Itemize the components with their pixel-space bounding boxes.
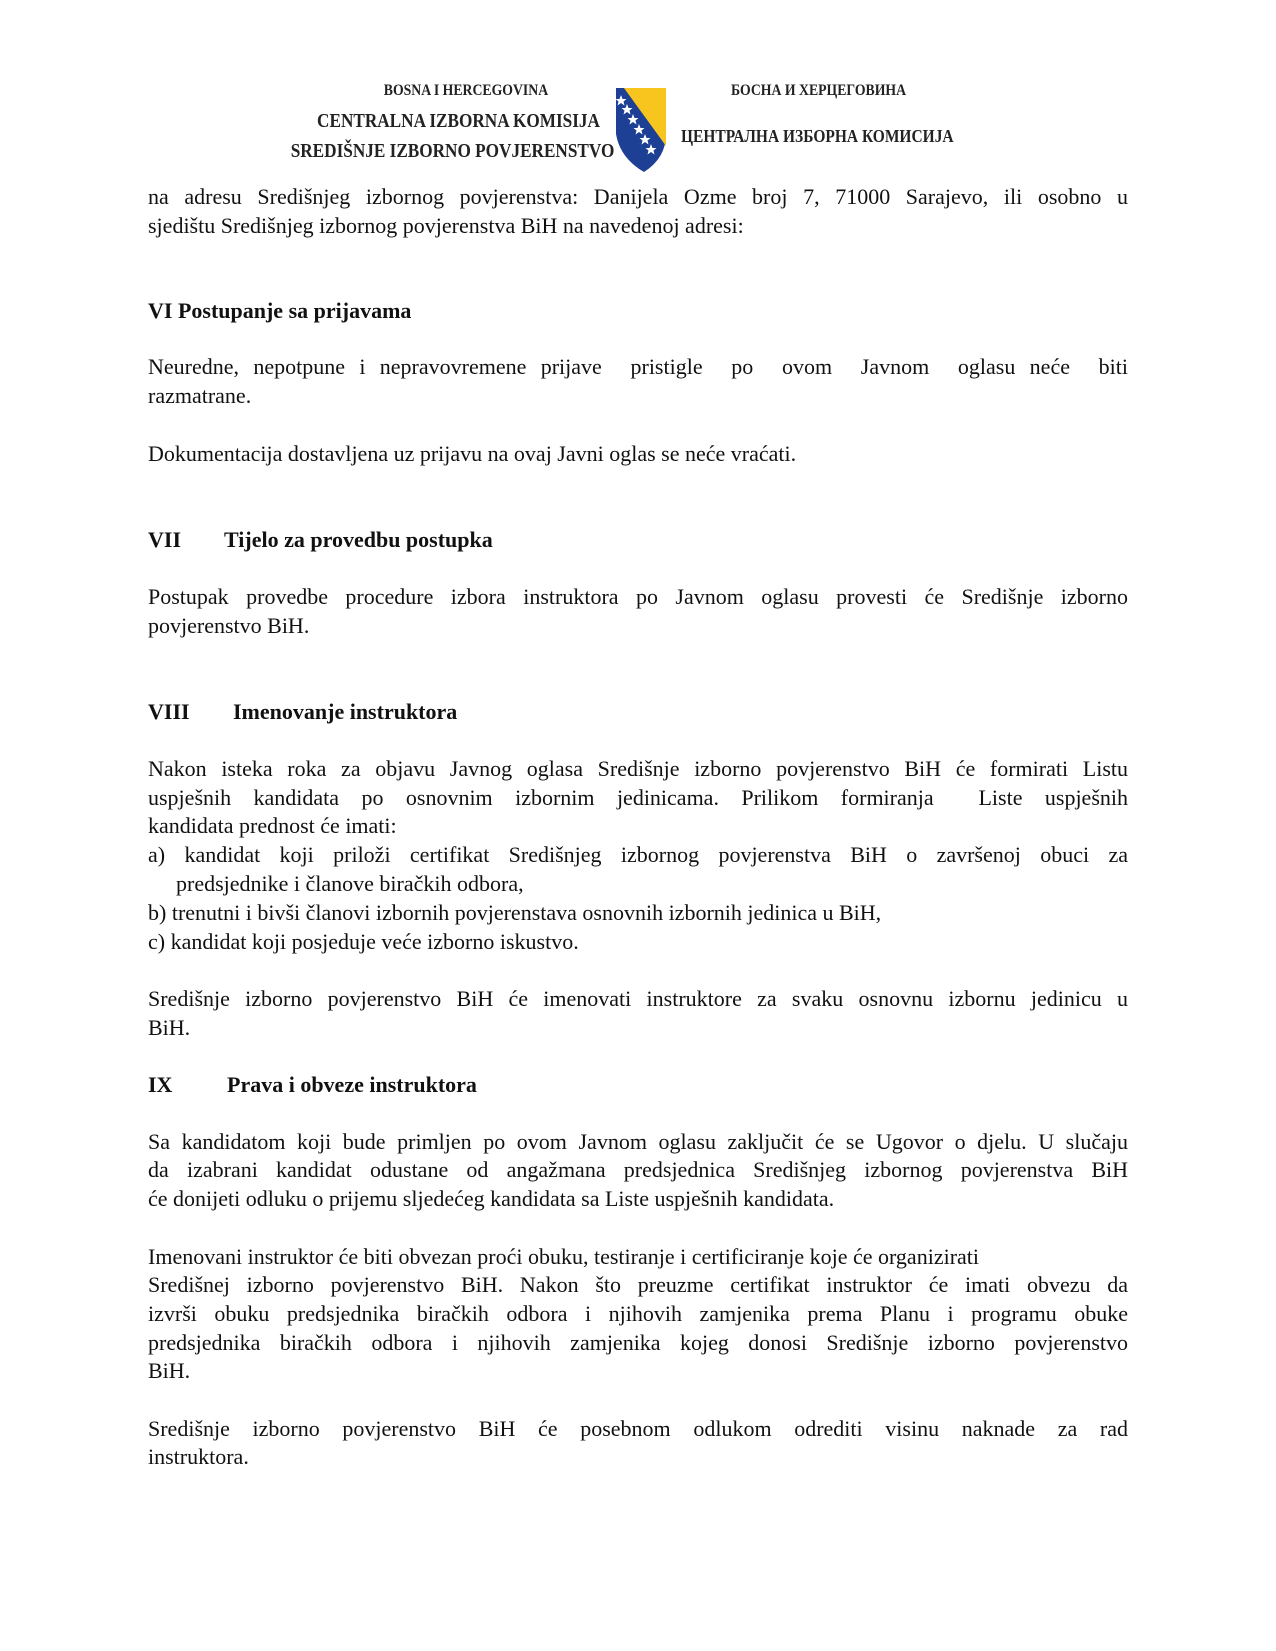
text-line: Nakon isteka roka za objavu Javnog oglasa Središnje izborno povjerenstvo BiH će formirati Listu (148, 756, 1128, 781)
text-line: će donijeti odluku o prijemu sljedećeg kandidata sa Liste uspješnih kandidata. (148, 1186, 835, 1211)
section-number: VI (148, 298, 173, 323)
section-title: Prava i obveze instruktora (227, 1072, 477, 1097)
list-item-continuation: predsjednike i članove biračkih odbora, (176, 871, 524, 896)
text-line: izvrši obuku predsjednika biračkih odbora i njihovih zamjenika prema Planu i programu obuke (148, 1301, 1128, 1326)
text-line: razmatrane. (148, 383, 252, 408)
text-line: Sa kandidatom koji bude primljen po ovom Javnom oglasu zaključit će se Ugovor o djelu. U slučaju (148, 1129, 1128, 1154)
text-line: Središnje izborno povjerenstvo BiH će imenovati instruktore za svaku osnovnu izbornu jedinicu u (148, 986, 1128, 1011)
header-country-cyrillic: БОСНА И ХЕРЦЕГОВИНА (731, 82, 907, 99)
text-line: BiH. (148, 1015, 191, 1040)
header-commission-croatian: SREDIŠNJE IZBORNO POVJERENSTVO (290, 140, 614, 162)
text-line: Imenovani instruktor će biti obvezan proći obuku, testiranje i certificiranje koje će organizirati (148, 1244, 980, 1269)
section-heading (148, 296, 411, 325)
text-line: da izabrani kandidat odustane od angažmana predsjednica Središnjeg izbornog povjerenstva BiH (148, 1157, 1128, 1182)
header-commission-cyrillic: ЦЕНТРАЛНА ИЗБОРНА КОМИСИЈА (681, 126, 954, 146)
section-number: VII (148, 527, 182, 552)
text-line: Dokumentacija dostavljena uz prijavu na ovaj Javni oglas se neće vraćati. (148, 441, 797, 466)
header-commission-latin: CENTRALNA IZBORNA KOMISIJA (317, 110, 600, 132)
text-line: uspješnih kandidata po osnovnim izbornim jedinicama. Prilikom formiranja Liste uspješnih (148, 785, 1128, 810)
text-line: Neuredne, nepotpune i nepravovremene prijave pristigle po ovom Javnom oglasu neće biti (148, 354, 1128, 379)
list-item: b) trenutni i bivši članovi izbornih povjerenstava osnovnih izbornih jedinica u BiH, (148, 900, 882, 925)
text-line: Središnej izborno povjerenstvo BiH. Nakon što preuzme certifikat instruktor će imati obvezu da (148, 1272, 1128, 1297)
text-line: sjedištu Središnjeg izbornog povjerenstva BiH na navedenoj adresi: (148, 213, 744, 238)
list-item: c) kandidat koji posjeduje veće izborno iskustvo. (148, 929, 579, 954)
text-line: BiH. (148, 1358, 191, 1383)
text-line: predsjednika biračkih odbora i njihovih zamjenika kojeg donosi Središnje izborno povjerenstvo (148, 1330, 1128, 1355)
text-line: povjerenstvo BiH. (148, 613, 310, 638)
section-title: Imenovanje instruktora (233, 699, 458, 724)
text-line: Središnje izborno povjerenstvo BiH će posebnom odlukom odrediti visinu naknade za rad (148, 1416, 1128, 1441)
text-line: instruktora. (148, 1444, 249, 1469)
section-number: IX (148, 1072, 173, 1097)
header-country-latin: BOSNA I HERCEGOVINA (383, 82, 548, 99)
section-title: Postupanje sa prijavama (177, 298, 412, 323)
list-item: a) kandidat koji priloži certifikat Središnjeg izbornog povjerenstva BiH o završenoj obuci za (148, 842, 1128, 867)
text-line: Postupak provedbe procedure izbora instruktora po Javnom oglasu provesti će Središnje izborno (148, 584, 1128, 609)
text-line: kandidata prednost će imati: (148, 813, 397, 838)
text-line: na adresu Središnjeg izbornog povjerenstva: Danijela Ozme broj 7, 71000 Sarajevo, ili osobno u (148, 184, 1128, 209)
section-number: VIII (148, 699, 190, 724)
bih-coat-of-arms-icon (614, 86, 668, 174)
section-title: Tijelo za provedbu postupka (224, 527, 493, 552)
